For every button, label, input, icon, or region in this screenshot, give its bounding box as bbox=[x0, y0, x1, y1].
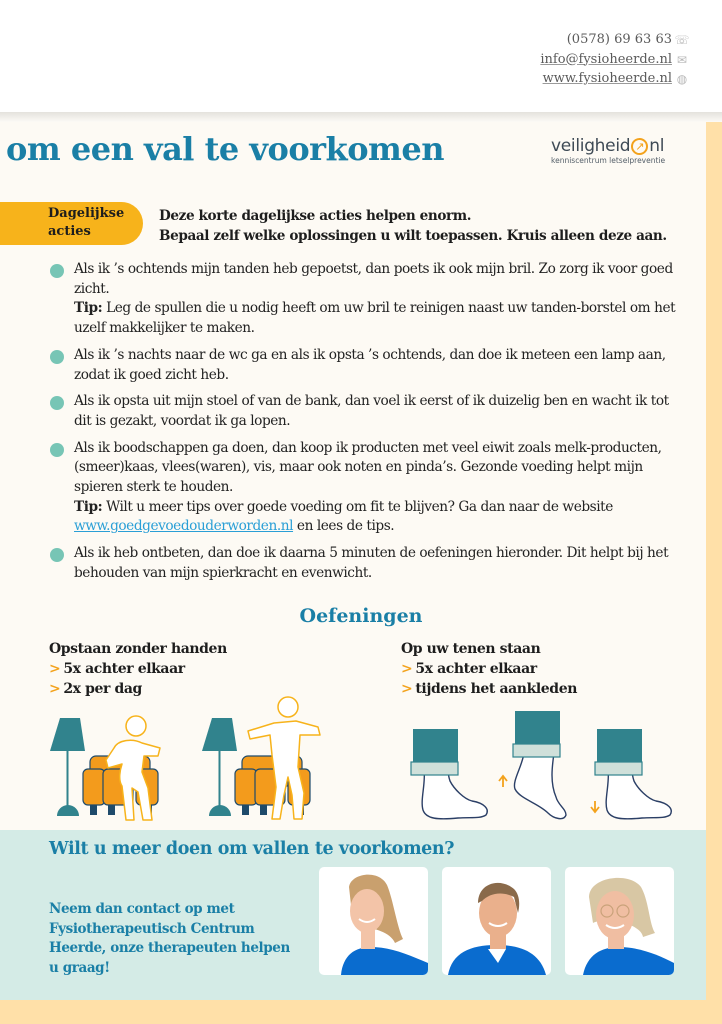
globe-icon: ◍ bbox=[676, 72, 688, 86]
exercise-instruction: > 2x per dag bbox=[49, 681, 142, 697]
action-text: Als ik boodschappen ga doen, dan koop ik producten met veel eiwit zoals melk-producten, (smeer)kaas, vlees(waren), vis, maar ook noten en pinda’s. Gezonde voeding helpt mijn spieren sterk te houden. bbox=[74, 439, 662, 496]
tip-text: Leg de spullen die u nodig heeft om uw bril te reinigen naast uw tanden-borstel om het uzelf makkelijker te maken. bbox=[74, 300, 676, 337]
mail-icon: ✉ bbox=[676, 52, 688, 67]
tiptoe-illustration bbox=[398, 705, 683, 825]
checkbox-dot[interactable] bbox=[50, 350, 64, 364]
action-text: Als ik opsta uit mijn stoel of van de bank, dan voel ik eerst of ik duizelig ben en wacht ik tot dit is gezakt, voordat ik ga lopen. bbox=[74, 393, 669, 429]
contact-block bbox=[540, 30, 672, 89]
intro-line2: Bepaal zelf welke oplossingen u wilt toepassen. Kruis alleen deze aan. bbox=[159, 228, 667, 244]
action-item bbox=[50, 346, 680, 385]
floor-lamp-icon bbox=[50, 718, 85, 816]
checkbox-dot[interactable] bbox=[50, 548, 64, 562]
exercise-title: Op uw tenen staan bbox=[401, 641, 541, 657]
contact-icons bbox=[674, 31, 690, 90]
therapist-photo bbox=[442, 867, 551, 975]
exercise-instruction: > 5x achter elkaar bbox=[401, 661, 537, 677]
veiligheid-logo bbox=[551, 136, 681, 165]
logo-brand-right: nl bbox=[649, 136, 665, 156]
tip-text: Wilt u meer tips over goede voeding om fit te blijven? Ga dan naar de website bbox=[102, 498, 613, 515]
logo-arrow-icon: ↗ bbox=[631, 138, 648, 155]
action-item bbox=[50, 544, 680, 583]
tip-text-end: en lees de tips. bbox=[293, 518, 395, 535]
checkbox-dot[interactable] bbox=[50, 264, 64, 278]
portrait-image bbox=[565, 867, 674, 975]
exercises-heading: Oefeningen bbox=[299, 605, 423, 627]
therapist-photo bbox=[565, 867, 674, 975]
section-label-line2: acties bbox=[48, 224, 91, 239]
chevron-right-icon: > bbox=[401, 661, 413, 677]
exercise-title: Opstaan zonder handen bbox=[49, 641, 227, 657]
foot-flat-icon bbox=[411, 729, 487, 819]
action-item bbox=[50, 260, 680, 339]
chevron-right-icon: > bbox=[401, 681, 413, 697]
exercise-tiptoes bbox=[401, 639, 577, 699]
action-list bbox=[50, 260, 680, 591]
portrait-image bbox=[319, 867, 428, 975]
side-accent-band bbox=[706, 145, 722, 1024]
action-text: Als ik ’s ochtends mijn tanden heb gepoetst, dan poets ik ook mijn bril. Zo zorg ik voor goed zicht. bbox=[74, 261, 673, 297]
chevron-right-icon: > bbox=[49, 661, 61, 677]
foot-tiptoe-icon bbox=[513, 711, 566, 819]
floor-lamp-icon bbox=[202, 718, 237, 816]
email-link[interactable]: info@fysioheerde.nl bbox=[540, 51, 672, 67]
tip-label: Tip: bbox=[74, 300, 103, 317]
action-text: Als ik ’s nachts naar de wc ga en als ik opsta ’s ochtends, dan doe ik meteen een lamp aan, zodat ik goed zicht heb. bbox=[74, 346, 666, 383]
page-title: om een val te voorkomen bbox=[6, 130, 445, 168]
nutrition-website-link[interactable]: www.goedgevoedouderworden.nl bbox=[74, 518, 294, 535]
sit-to-stand-illustration-1 bbox=[48, 710, 168, 822]
callout-title: Wilt u meer doen om vallen te voorkomen? bbox=[49, 839, 455, 859]
checkbox-dot[interactable] bbox=[50, 396, 64, 410]
arrow-down-icon bbox=[591, 801, 599, 812]
foot-flat-icon bbox=[595, 729, 671, 819]
checkbox-dot[interactable] bbox=[50, 443, 64, 457]
arrow-up-icon bbox=[499, 776, 507, 787]
header-shadow bbox=[0, 112, 722, 122]
logo-tagline: kenniscentrum letselpreventie bbox=[551, 156, 666, 165]
callout-text: Neem dan contact op met Fysiotherapeutisch Centrum Heerde, onze therapeuten helpen u graag! bbox=[49, 901, 290, 976]
intro-line1: Deze korte dagelijkse acties helpen enorm. bbox=[159, 208, 472, 224]
section-label-line1: Dagelijkse bbox=[48, 206, 125, 221]
website-link[interactable]: www.fysioheerde.nl bbox=[542, 71, 672, 86]
exercise-stand-up bbox=[49, 639, 227, 699]
exercise-instruction: > tijdens het aankleden bbox=[401, 681, 577, 697]
section-intro bbox=[159, 206, 667, 246]
action-text: Als ik heb ontbeten, dan doe ik daarna 5 minuten de oefeningen hieronder. Dit helpt bij het behouden van mijn spierkracht en evenwicht. bbox=[74, 545, 669, 581]
sit-to-stand-illustration-2 bbox=[200, 695, 330, 822]
logo-brand-left: veiligheid bbox=[551, 136, 631, 156]
chevron-right-icon: > bbox=[49, 681, 61, 697]
phone-number: (0578) 69 63 63 bbox=[566, 32, 672, 47]
therapist-photo bbox=[319, 867, 428, 975]
section-label bbox=[48, 205, 124, 241]
phone-icon: ☏ bbox=[674, 33, 690, 47]
action-item bbox=[50, 392, 680, 431]
action-item bbox=[50, 439, 680, 538]
portrait-image bbox=[442, 867, 551, 975]
tip-label: Tip: bbox=[74, 498, 103, 515]
exercise-instruction: > 5x achter elkaar bbox=[49, 661, 185, 677]
